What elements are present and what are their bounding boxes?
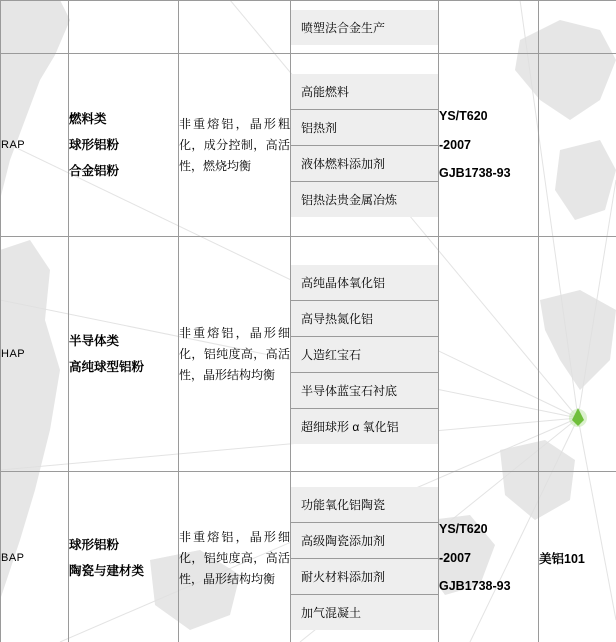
cell-standards [439, 237, 539, 472]
type-line: 陶瓷与建材类 [69, 564, 145, 578]
standard-line: -2007 [439, 550, 471, 565]
list-item: 高纯晶体氧化铝 [291, 265, 438, 301]
application-list [291, 74, 438, 217]
list-item: 高能燃料 [291, 74, 438, 110]
list-item: 耐火材料添加剂 [291, 559, 438, 595]
standard-line: GJB1738-93 [439, 579, 511, 594]
list-item: 铝热法贵金属冶炼 [291, 182, 438, 217]
type-line: 球形铝粉 [69, 137, 120, 152]
cell-applications [291, 472, 439, 642]
table-row [1, 1, 616, 54]
list-item: 铝热剂 [291, 110, 438, 146]
application-list [291, 265, 438, 444]
standard-line: YS/T620 [439, 521, 488, 536]
cell-type [69, 54, 179, 237]
cell-properties: 非重熔铝，晶形粗化，成分控制，高活性，燃烧均衡 [179, 54, 291, 237]
application-list [291, 10, 438, 45]
cell-code: HAP [1, 237, 69, 472]
cell-type [69, 472, 179, 642]
cell-code [1, 1, 69, 54]
cell-standards [439, 472, 539, 642]
list-item: 加气混凝土 [291, 595, 438, 630]
list-item: 高级陶瓷添加剂 [291, 523, 438, 559]
list-item: 高导热氮化铝 [291, 301, 438, 337]
list-item: 人造红宝石 [291, 337, 438, 373]
cell-properties: 非重熔铝，晶形细化，铝纯度高，高活性，晶形结构均衡 [179, 237, 291, 472]
cell-type [69, 1, 179, 54]
type-line: 合金铝粉 [69, 164, 120, 179]
application-list [291, 487, 438, 630]
cell-properties: 非重熔铝，晶形细化，铝纯度高，高活性，晶形结构均衡 [179, 472, 291, 642]
table-row [1, 237, 616, 472]
cell-brand [539, 1, 616, 54]
table-row [1, 472, 616, 642]
cell-code: RAP [1, 54, 69, 237]
cell-applications [291, 237, 439, 472]
list-item: 喷塑法合金生产 [291, 10, 438, 45]
cell-brand: 美铝101 [539, 472, 616, 642]
type-line: 球形铝粉 [69, 537, 120, 552]
cell-standards [439, 1, 539, 54]
type-line: 半导体类 [69, 333, 120, 348]
table-row [1, 54, 616, 237]
standard-line: GJB1738-93 [439, 166, 511, 181]
list-item: 超细球形 α 氧化铝 [291, 409, 438, 444]
cell-code: BAP [1, 472, 69, 642]
cell-applications [291, 1, 439, 54]
list-item: 功能氧化铝陶瓷 [291, 487, 438, 523]
cell-brand [539, 54, 616, 237]
cell-applications [291, 54, 439, 237]
cell-brand [539, 237, 616, 472]
type-line: 高纯球型铝粉 [69, 360, 145, 374]
list-item: 半导体蓝宝石衬底 [291, 373, 438, 409]
cell-standards [439, 54, 539, 237]
type-line: 燃料类 [69, 111, 107, 126]
standard-line: YS/T620 [439, 108, 488, 123]
cell-properties [179, 1, 291, 54]
cell-type [69, 237, 179, 472]
standard-line: -2007 [439, 137, 471, 152]
list-item: 液体燃料添加剂 [291, 146, 438, 182]
